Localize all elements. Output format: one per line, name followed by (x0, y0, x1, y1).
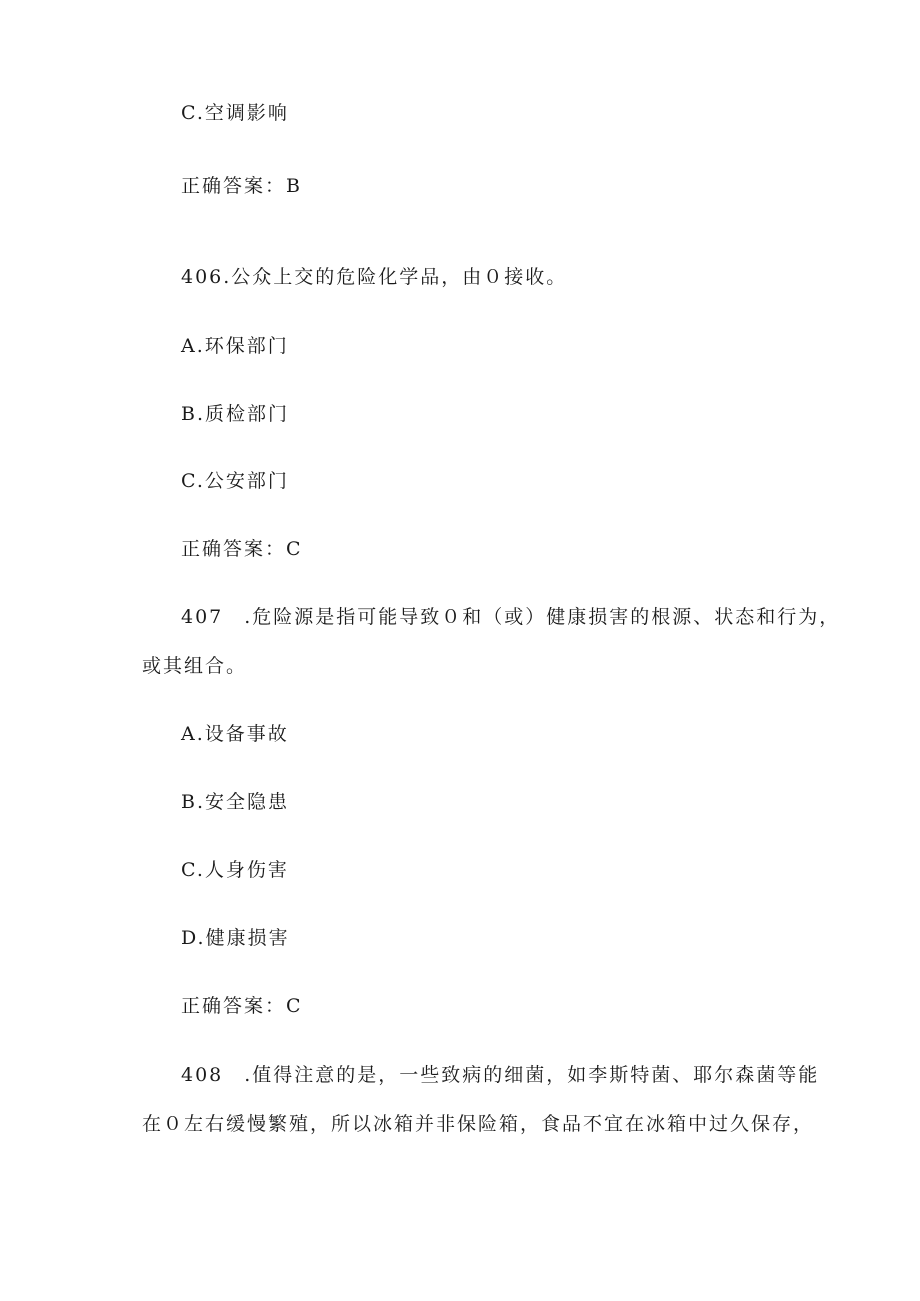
option-c-q406: C.公安部门 (181, 470, 289, 492)
option-c-q407: C.人身伤害 (181, 859, 289, 881)
option-a-q406: A.环保部门 (181, 335, 289, 357)
option-b-q407: B.安全隐患 (181, 791, 290, 813)
question-408-line2: 在０左右缓慢繁殖，所以冰箱并非保险箱，食品不宜在冰箱中过久保存， (142, 1113, 815, 1135)
option-c-q405: C.空调影响 (181, 102, 289, 124)
question-407-line2: 或其组合。 (142, 655, 248, 677)
answer-q405: 正确答案：B (181, 175, 302, 197)
answer-q406: 正确答案：C (181, 538, 303, 560)
option-b-q406: B.质检部门 (181, 403, 290, 425)
question-408-line1: 408 .值得注意的是，一些致病的细菌，如李斯特菌、耶尔森菌等能 (181, 1064, 820, 1086)
option-d-q407: D.健康损害 (181, 927, 290, 949)
question-407-line1: 407 .危险源是指可能导致０和（或）健康损害的根源、状态和行为， (181, 606, 841, 628)
option-a-q407: A.设备事故 (181, 723, 289, 745)
answer-q407: 正确答案：C (181, 995, 303, 1017)
question-406: 406.公众上交的危险化学品，由０接收。 (181, 266, 568, 288)
